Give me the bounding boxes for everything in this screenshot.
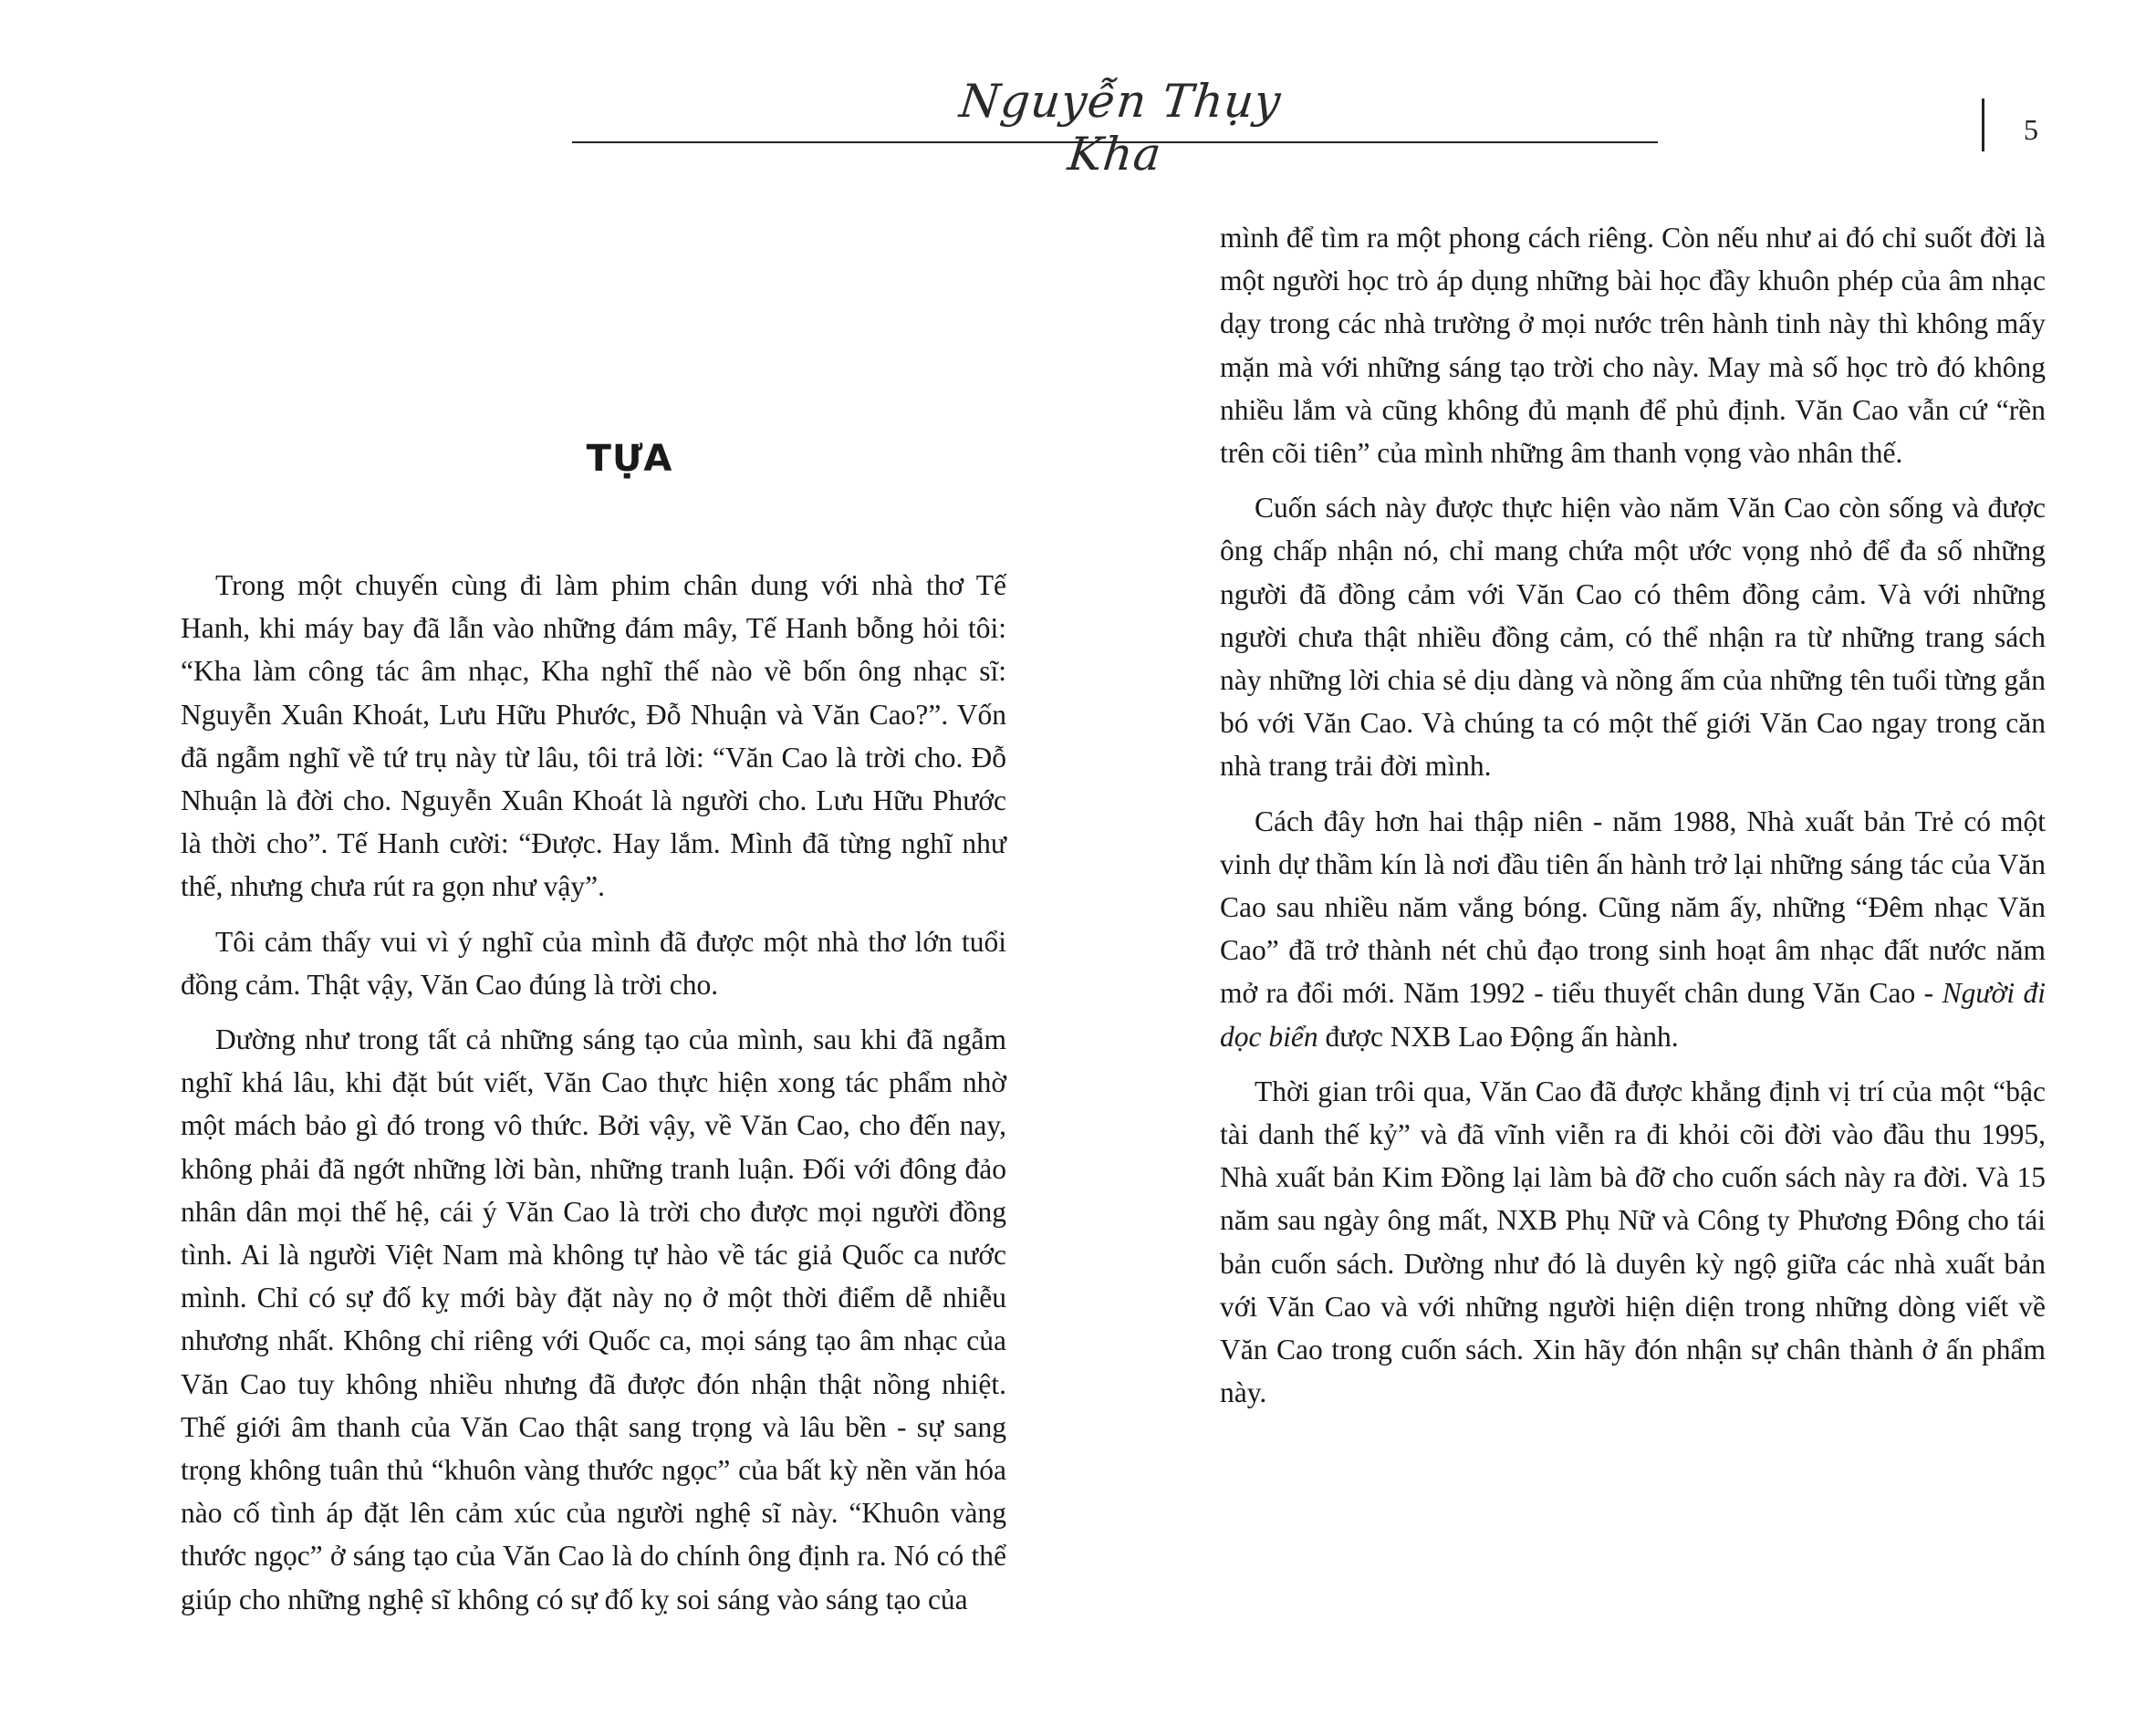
paragraph: Cuốn sách này được thực hiện vào năm Văn Cao còn sống và được ông chấp nhận nó, chỉ mang chứa một ước vọng nhỏ để đa số những người đã đồng cảm với Văn Cao có thêm đồng cảm. Và với những người chưa thật nhiều đồng cảm, có thể nhận ra từ những trang sách này những lời chia sẻ dịu dàng và nồng ấm của những tên tuổi từng gắn bó với Văn Cao. Và chúng ta có một thế giới Văn Cao ngay trong căn nhà trang trải đời mình. [1220,492,2046,783]
paragraph: Tôi cảm thấy vui vì ý nghĩ của mình đã được một nhà thơ lớn tuổi đồng cảm. Thật vậy, Văn Cao đúng là trời cho. [181,925,1006,1001]
paragraph [1220,800,2046,1058]
page-number-divider [1982,99,1984,151]
left-column [181,564,1006,1633]
right-column [1220,216,2046,1426]
header-author-signature: Nguyễn Thụy Kha [956,75,1285,181]
paragraph: Dường như trong tất cả những sáng tạo của mình, sau khi đã ngẫm nghĩ khá lâu, khi đặt bút viết, Văn Cao thực hiện xong tác phẩm nhờ một mách bảo gì đó trong vô thức. Bởi vậy, về Văn Cao, cho đến nay, không phải đã ngớt những lời bàn, những tranh luận. Đối với đông đảo nhân dân mọi thế hệ, cái ý Văn Cao là trời cho được mọi người đồng tình. Ai là người Việt Nam mà không tự hào về tác giả Quốc ca nước mình. Chỉ có sự đố kỵ mới bày đặt này nọ ở một thời điểm dễ nhiễu nhương nhất. Không chỉ riêng với Quốc ca, mọi sáng tạo âm nhạc của Văn Cao tuy không nhiều nhưng đã được đón nhận thật nồng nhiệt. Thế giới âm thanh của Văn Cao thật sang trọng và lâu bền - sự sang trọng không tuân thủ “khuôn vàng thước ngọc” của bất kỳ nền văn hóa nào cố tình áp đặt lên cảm xúc của người nghệ sĩ này. “Khuôn vàng thước ngọc” ở sáng tạo của Văn Cao là do chính ông định ra. Nó có thể giúp cho những nghệ sĩ không có sự đố kỵ soi sáng vào sáng tạo của [181,1023,1006,1615]
paragraph-text: được NXB Lao Động ấn hành. [1318,1020,1679,1053]
header-rule [572,141,1658,143]
page-number: 5 [2024,113,2038,146]
paragraph-continuation: mình để tìm ra một phong cách riêng. Còn nếu như ai đó chỉ suốt đời là một người học trò áp dụng những bài học đầy khuôn phép của âm nhạc dạy trong các nhà trường ở mọi nước trên hành tinh này thì không mấy mặn mà với những sáng tạo trời cho này. May mà số học trò đó không nhiều lắm và cũng không đủ mạnh để phủ định. Văn Cao vẫn cứ “rền trên cõi tiên” của mình những âm thanh vọng vào nhân thế. [1220,222,2046,470]
chapter-title: TỰA [586,438,673,480]
paragraph: Thời gian trôi qua, Văn Cao đã được khẳng định vị trí của một “bậc tài danh thế kỷ” và đã vĩnh viễn ra đi khỏi cõi đời vào đầu thu 1995, Nhà xuất bản Kim Đồng lại làm bà đỡ cho cuốn sách này ra đời. Và 15 năm sau ngày ông mất, NXB Phụ Nữ và Công ty Phương Đông cho tái bản cuốn sách. Dường như đó là duyên kỳ ngộ giữa các nhà xuất bản với Văn Cao và với những người hiện diện trong những dòng viết về Văn Cao trong cuốn sách. Xin hãy đón nhận sự chân thành ở ấn phẩm này. [1220,1075,2046,1409]
paragraph-text: Cách đây hơn hai thập niên - năm 1988, Nhà xuất bản Trẻ có một vinh dự thầm kín là nơi đầu tiên ấn hành trở lại những sáng tác của Văn Cao sau nhiều năm vắng bóng. Cũng năm ấy, những “Đêm nhạc Văn Cao” đã trở thành nét chủ đạo trong sinh hoạt âm nhạc đất nước năm mở ra đổi mới. Năm 1992 - tiểu thuyết chân dung Văn Cao - [1220,805,2046,1010]
book-title: Người đi dọc biển [1220,977,2046,1053]
paragraph: Trong một chuyến cùng đi làm phim chân dung với nhà thơ Tế Hanh, khi máy bay đã lẫn vào những đám mây, Tế Hanh bỗng hỏi tôi: “Kha làm công tác âm nhạc, Kha nghĩ thế nào về bốn ông nhạc sĩ: Nguyễn Xuân Khoát, Lưu Hữu Phước, Đỗ Nhuận và Văn Cao?”. Vốn đã ngẫm nghĩ về tứ trụ này từ lâu, tôi trả lời: “Văn Cao là trời cho. Đỗ Nhuận là đời cho. Nguyễn Xuân Khoát là người cho. Lưu Hữu Phước là thời cho”. Tế Hanh cười: “Được. Hay lắm. Mình đã từng nghĩ như thế, nhưng chưa rút ra gọn như vậy”. [181,569,1006,903]
